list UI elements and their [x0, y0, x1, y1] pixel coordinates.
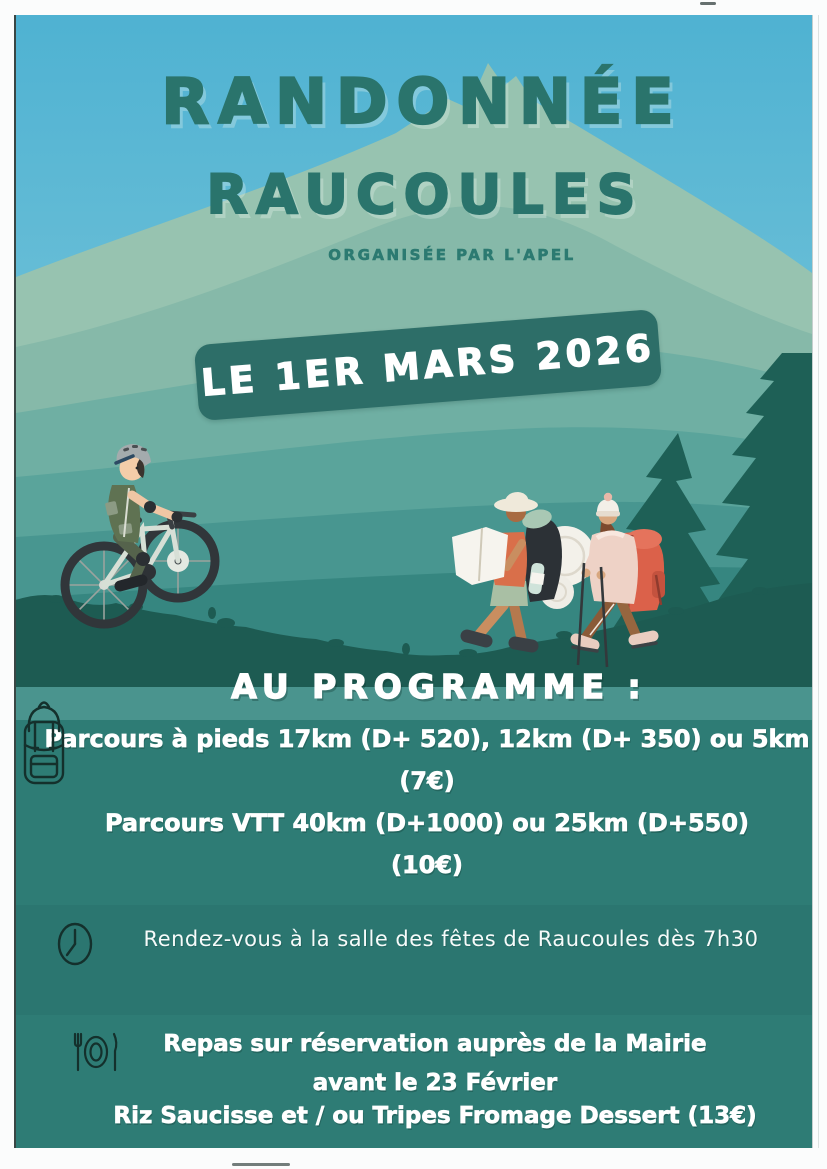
- date-badge-text: LE 1ER MARS 2026: [199, 325, 657, 405]
- meal-line-2: avant le 23 Février: [312, 1070, 558, 1096]
- scan-artifact: [700, 2, 716, 5]
- organizer-line: ORGANISÉE PAR L'APEL: [328, 246, 576, 264]
- poster-title-location: RAUCOULES: [206, 163, 644, 226]
- meal-line-3: Riz Saucisse et / ou Tripes Fromage Dessert (13€): [113, 1103, 757, 1129]
- cutlery-icon: [72, 1027, 120, 1077]
- poster-title: RANDONNÉE: [161, 65, 683, 138]
- program-heading: AU PROGRAMME :: [231, 667, 647, 706]
- program-foot-line: Parcours à pieds 17km (D+ 520), 12km (D+ 350) ou 5km: [44, 725, 810, 753]
- scan-artifact: [232, 1163, 290, 1166]
- scan-edge-line: [818, 15, 819, 1148]
- backpack-icon: [18, 693, 70, 795]
- meal-line-1: Repas sur réservation auprès de la Mairie: [163, 1031, 707, 1057]
- meeting-line: Rendez-vous à la salle des fêtes de Raucoules dès 7h30: [143, 927, 759, 951]
- clock-icon: [56, 920, 94, 968]
- program-vtt-line: Parcours VTT 40km (D+1000) ou 25km (D+550): [104, 809, 750, 837]
- program-vtt-price: (10€): [390, 851, 464, 879]
- poster: [14, 15, 813, 1148]
- program-foot-price: (7€): [399, 767, 455, 795]
- meeting-band: [16, 905, 812, 1015]
